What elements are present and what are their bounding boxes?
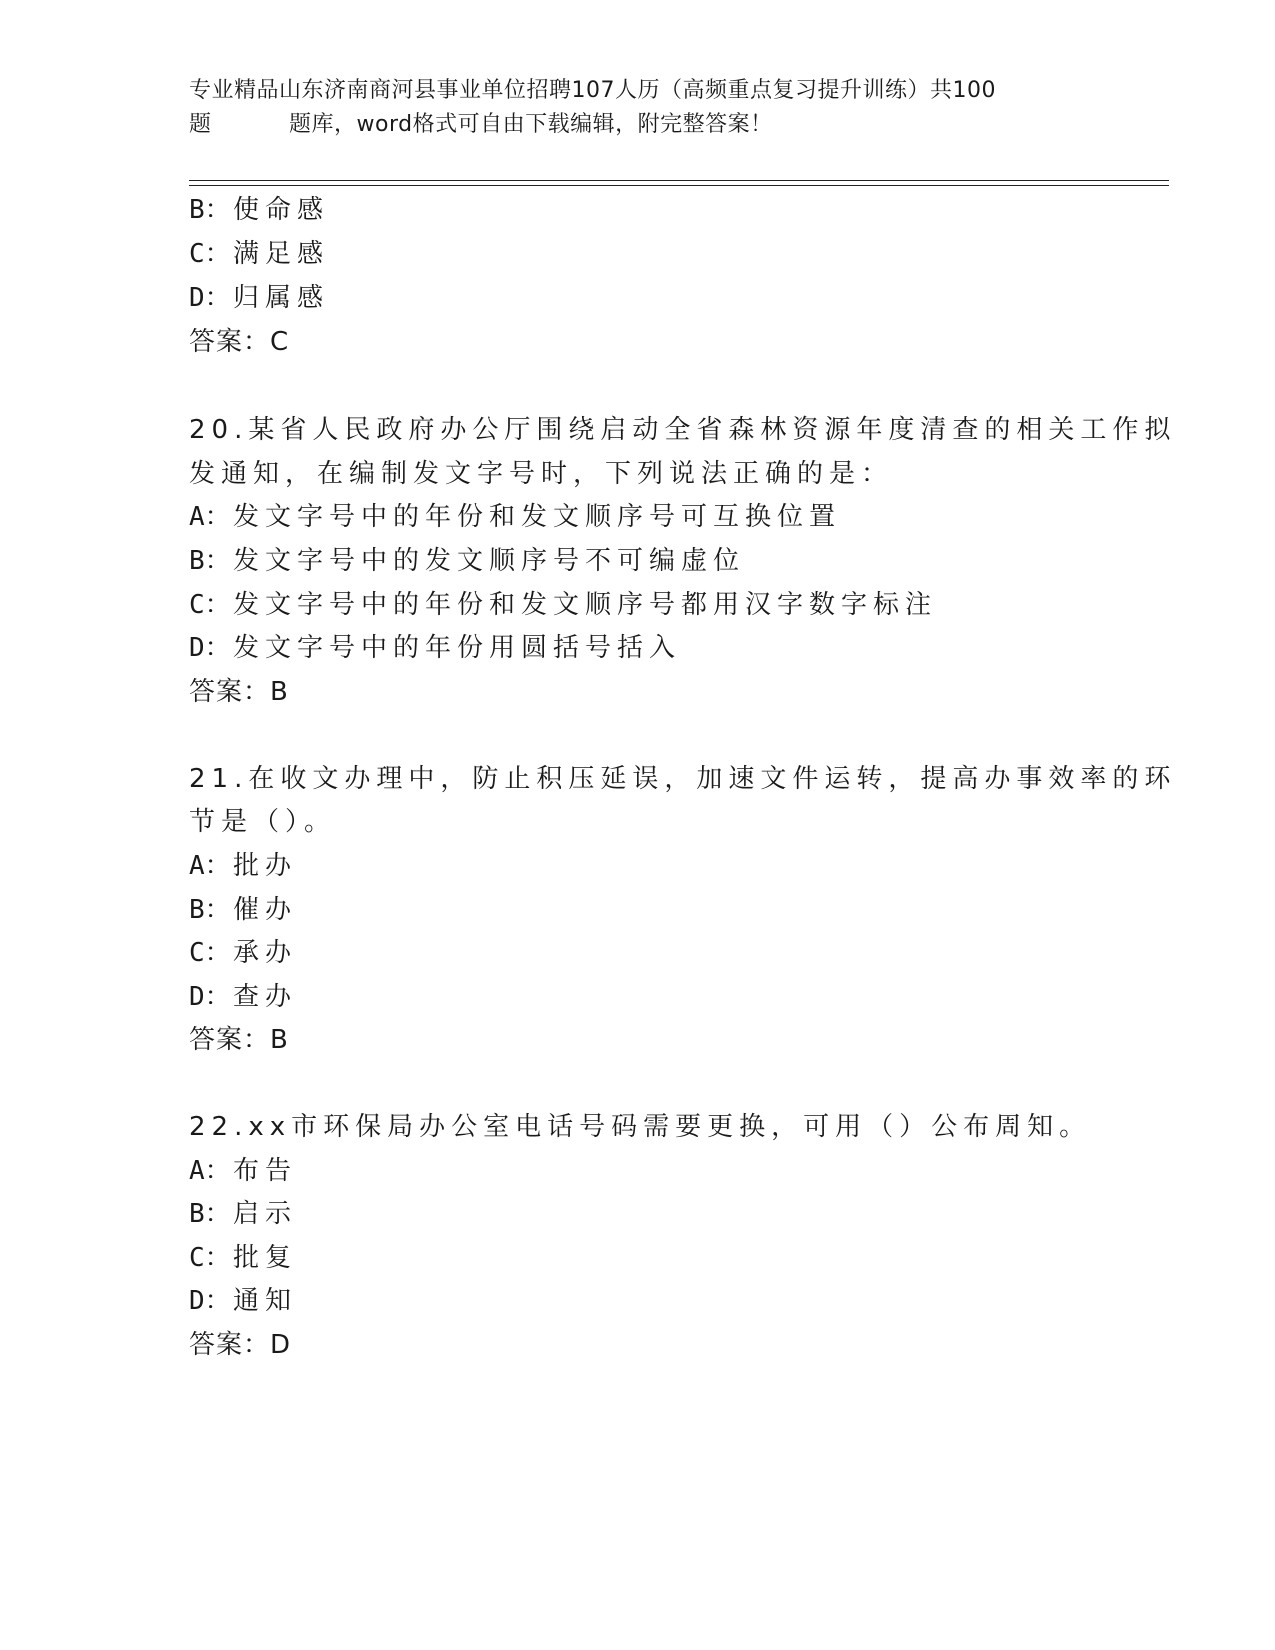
header-title-line-2 [189, 108, 1089, 142]
option-text: 布告 [233, 1156, 298, 1186]
q22-option-a [189, 1154, 297, 1188]
option-key: C： [189, 1243, 231, 1273]
q20-option-c [189, 588, 937, 622]
q19-option-b [189, 193, 329, 227]
option-key: B： [189, 195, 231, 225]
q21-answer: 答案：B [189, 1025, 289, 1055]
header-title-line-1: 专业精品山东济南商河县事业单位招聘107人历（高频重点复习提升训练）共100 [189, 78, 996, 103]
q22-option-b [189, 1197, 297, 1231]
header-divider-top [189, 180, 1169, 181]
q20-option-d [189, 631, 681, 665]
option-key: C： [189, 938, 231, 968]
header-line-2-right: 题库，word格式可自由下载编辑，附完整答案！ [289, 112, 773, 137]
option-key: A： [189, 851, 231, 881]
option-key: A： [189, 502, 231, 532]
option-key: B： [189, 1199, 231, 1229]
q22-option-d [189, 1284, 297, 1318]
option-key: C： [189, 239, 231, 269]
q19-option-d [189, 281, 329, 315]
option-text: 满足感 [233, 239, 330, 269]
q22-option-c [189, 1241, 297, 1275]
option-key: B： [189, 895, 231, 925]
option-key: A： [189, 1156, 231, 1186]
q20-stem-line-1: 20.某省人民政府办公厅围绕启动全省森林资源年度清查的相关工作拟 [189, 415, 1177, 445]
q21-option-a [189, 849, 297, 883]
option-key: D： [189, 283, 231, 313]
q20-option-a [189, 500, 841, 534]
option-key: D： [189, 982, 231, 1012]
option-text: 发文字号中的年份和发文顺序号都用汉字数字标注 [233, 590, 938, 620]
q21-stem-line-1: 21.在收文办理中，防止积压延误，加速文件运转，提高办事效率的环 [189, 764, 1177, 794]
q19-answer: 答案：C [189, 327, 290, 357]
document-header [189, 74, 1089, 142]
q22-answer: 答案：D [189, 1330, 292, 1360]
option-text: 查办 [233, 982, 298, 1012]
option-text: 催办 [233, 895, 298, 925]
option-text: 发文字号中的年份和发文顺序号可互换位置 [233, 502, 842, 532]
option-text: 批办 [233, 851, 298, 881]
option-text: 启示 [233, 1199, 298, 1229]
q19-option-c [189, 237, 329, 271]
option-key: B： [189, 546, 231, 576]
option-text: 使命感 [233, 195, 330, 225]
header-divider-bottom [189, 185, 1169, 186]
option-text: 批复 [233, 1243, 298, 1273]
option-text: 发文字号中的年份用圆括号括入 [233, 633, 682, 663]
option-text: 通知 [233, 1286, 298, 1316]
q20-answer: 答案：B [189, 677, 289, 707]
option-text: 承办 [233, 938, 298, 968]
q22-stem-line-1: 22.xx市环保局办公室电话号码需要更换，可用（）公布周知。 [189, 1112, 1092, 1142]
q21-option-d [189, 980, 297, 1014]
q20-option-b [189, 544, 745, 578]
q20-stem-line-2: 发通知，在编制发文字号时，下列说法正确的是： [189, 459, 894, 489]
option-text: 归属感 [233, 283, 330, 313]
option-text: 发文字号中的发文顺序号不可编虚位 [233, 546, 746, 576]
header-line-2-left: 题 [189, 112, 212, 137]
q21-option-b [189, 893, 297, 927]
q21-stem-line-2: 节是（）。 [189, 807, 337, 837]
option-key: D： [189, 1286, 231, 1316]
option-key: D： [189, 633, 231, 663]
option-key: C： [189, 590, 231, 620]
q21-option-c [189, 936, 297, 970]
